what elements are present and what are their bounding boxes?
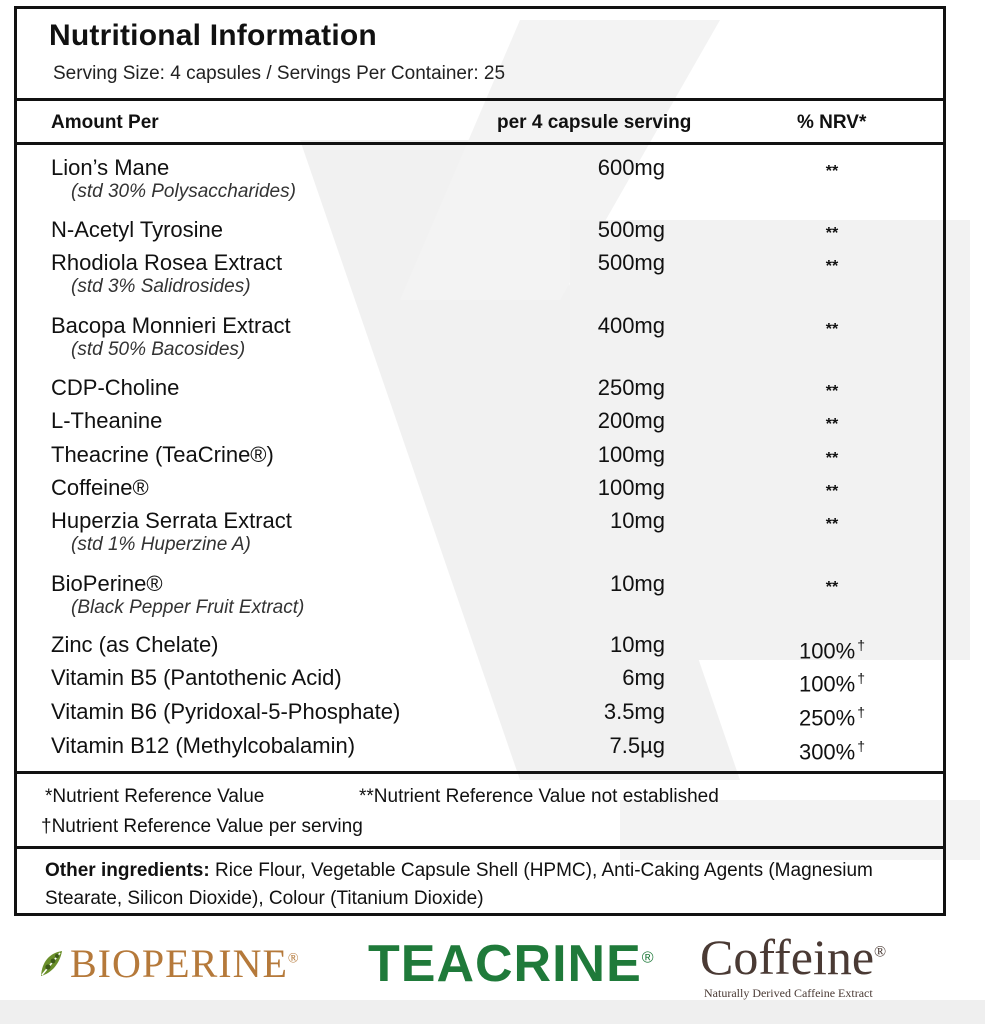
footnote-not-established: **Nutrient Reference Value not established bbox=[359, 786, 719, 807]
footnote-per-serving: †Nutrient Reference Value per serving bbox=[41, 816, 363, 837]
column-header-nrv: % NRV* bbox=[797, 112, 867, 133]
ingredient-nrv: ** bbox=[825, 258, 839, 275]
ingredient-nrv: ** bbox=[825, 163, 839, 180]
coffeine-registered-mark: ® bbox=[874, 943, 887, 961]
bottom-strip bbox=[0, 1000, 985, 1024]
ingredient-nrv bbox=[777, 731, 887, 767]
ingredient-amount: 6mg bbox=[622, 665, 665, 690]
column-headers bbox=[17, 101, 943, 145]
teacrine-registered-mark: ® bbox=[641, 949, 655, 967]
bioperine-wordmark: BIOPERINE bbox=[70, 941, 288, 986]
ingredient-amount: 7.5µg bbox=[609, 733, 665, 758]
table-row bbox=[17, 153, 943, 202]
ingredient-amount: 400mg bbox=[597, 313, 665, 338]
ingredient-name: Rhodiola Rosea Extract bbox=[51, 250, 283, 275]
column-header-name: Amount Per bbox=[51, 112, 159, 133]
bioperine-logo bbox=[38, 940, 300, 987]
ingredient-amount: 200mg bbox=[597, 408, 665, 433]
serving-size: Serving Size: 4 capsules / Servings Per Container: 25 bbox=[53, 63, 506, 84]
nrv-value: 300% bbox=[798, 739, 856, 765]
ingredient-name: Vitamin B12 (Methylcobalamin) bbox=[51, 733, 356, 758]
ingredient-name: Zinc (as Chelate) bbox=[51, 632, 219, 657]
ingredient-name: L-Theanine bbox=[51, 408, 163, 433]
table-row bbox=[17, 406, 943, 436]
nrv-value: 100% bbox=[798, 638, 856, 664]
table-row bbox=[17, 311, 943, 360]
panel-title: Nutritional Information bbox=[49, 19, 377, 52]
dagger-mark: † bbox=[857, 738, 866, 754]
bioperine-registered-mark: ® bbox=[287, 951, 300, 967]
ingredient-name: CDP-Choline bbox=[51, 375, 180, 400]
ingredient-amount: 500mg bbox=[597, 250, 665, 275]
ingredient-nrv: ** bbox=[825, 516, 839, 533]
teacrine-wordmark: TEACRINE bbox=[368, 935, 642, 993]
leaf-icon bbox=[38, 949, 64, 979]
ingredient-amount: 10mg bbox=[609, 571, 665, 596]
ingredient-amount: 250mg bbox=[597, 375, 665, 400]
ingredient-nrv: ** bbox=[825, 225, 839, 242]
panel-header bbox=[17, 9, 943, 101]
ingredient-name: Coffeine® bbox=[51, 475, 149, 500]
footnote-nrv: *Nutrient Reference Value bbox=[45, 786, 265, 807]
footnotes bbox=[17, 771, 943, 849]
ingredient-name: Vitamin B6 (Pyridoxal-5-Phosphate) bbox=[51, 699, 401, 724]
ingredient-name: Bacopa Monnieri Extract bbox=[51, 313, 291, 338]
ingredient-amount: 10mg bbox=[609, 632, 665, 657]
table-row bbox=[17, 630, 943, 664]
brand-logos bbox=[0, 920, 985, 1010]
ingredient-nrv bbox=[777, 630, 887, 666]
other-ingredients-text: Rice Flour, Vegetable Capsule Shell (HPMC), Anti-Caking Agents (Magnesium Stearate, Silicon Dioxide), Colour (Titanium Dioxide) bbox=[45, 860, 873, 909]
dagger-mark: † bbox=[857, 704, 866, 720]
ingredient-standardization: (Black Pepper Fruit Extract) bbox=[71, 597, 305, 618]
ingredient-name: N-Acetyl Tyrosine bbox=[51, 217, 223, 242]
table-row bbox=[17, 506, 943, 555]
nrv-value: 250% bbox=[798, 705, 856, 731]
table-row bbox=[17, 373, 943, 403]
ingredient-amount: 100mg bbox=[597, 442, 665, 467]
ingredient-nrv: ** bbox=[825, 483, 839, 500]
ingredient-nrv: ** bbox=[825, 321, 839, 338]
ingredient-standardization: (std 3% Salidrosides) bbox=[71, 276, 251, 297]
table-row bbox=[17, 697, 943, 731]
ingredient-name: BioPerine® bbox=[51, 571, 163, 596]
teacrine-logo bbox=[368, 934, 655, 994]
table-row bbox=[17, 663, 943, 697]
ingredient-name: Vitamin B5 (Pantothenic Acid) bbox=[51, 665, 342, 690]
other-ingredients bbox=[45, 857, 925, 913]
ingredient-amount: 500mg bbox=[597, 217, 665, 242]
ingredient-name: Theacrine (TeaCrine®) bbox=[51, 442, 274, 467]
ingredient-list bbox=[17, 145, 943, 771]
nutrition-panel bbox=[14, 6, 946, 916]
ingredient-nrv: ** bbox=[825, 450, 839, 467]
ingredient-name: Lion’s Mane bbox=[51, 155, 170, 180]
table-row bbox=[17, 473, 943, 503]
table-row bbox=[17, 731, 943, 765]
ingredient-nrv bbox=[777, 697, 887, 733]
dagger-mark: † bbox=[857, 637, 866, 653]
ingredient-standardization: (std 50% Bacosides) bbox=[71, 339, 246, 360]
dagger-mark: † bbox=[857, 670, 866, 686]
ingredient-nrv: ** bbox=[825, 416, 839, 433]
coffeine-logo bbox=[700, 928, 886, 986]
ingredient-nrv bbox=[777, 663, 887, 699]
ingredient-amount: 3.5mg bbox=[603, 699, 665, 724]
column-header-amount: per 4 capsule serving bbox=[497, 112, 692, 133]
ingredient-nrv: ** bbox=[825, 579, 839, 596]
other-ingredients-label: Other ingredients: bbox=[45, 860, 210, 881]
ingredient-nrv: ** bbox=[825, 383, 839, 400]
ingredient-name: Huperzia Serrata Extract bbox=[51, 508, 292, 533]
ingredient-amount: 10mg bbox=[609, 508, 665, 533]
coffeine-tagline: Naturally Derived Caffeine Extract bbox=[704, 986, 873, 1000]
table-row bbox=[17, 215, 943, 245]
table-row bbox=[17, 248, 943, 297]
ingredient-amount: 100mg bbox=[597, 475, 665, 500]
ingredient-standardization: (std 30% Polysaccharides) bbox=[71, 181, 296, 202]
table-row bbox=[17, 569, 943, 618]
ingredient-standardization: (std 1% Huperzine A) bbox=[71, 534, 251, 555]
ingredient-amount: 600mg bbox=[597, 155, 665, 180]
nrv-value: 100% bbox=[798, 671, 856, 697]
coffeine-wordmark: Coffeine bbox=[700, 929, 875, 985]
table-row bbox=[17, 440, 943, 470]
